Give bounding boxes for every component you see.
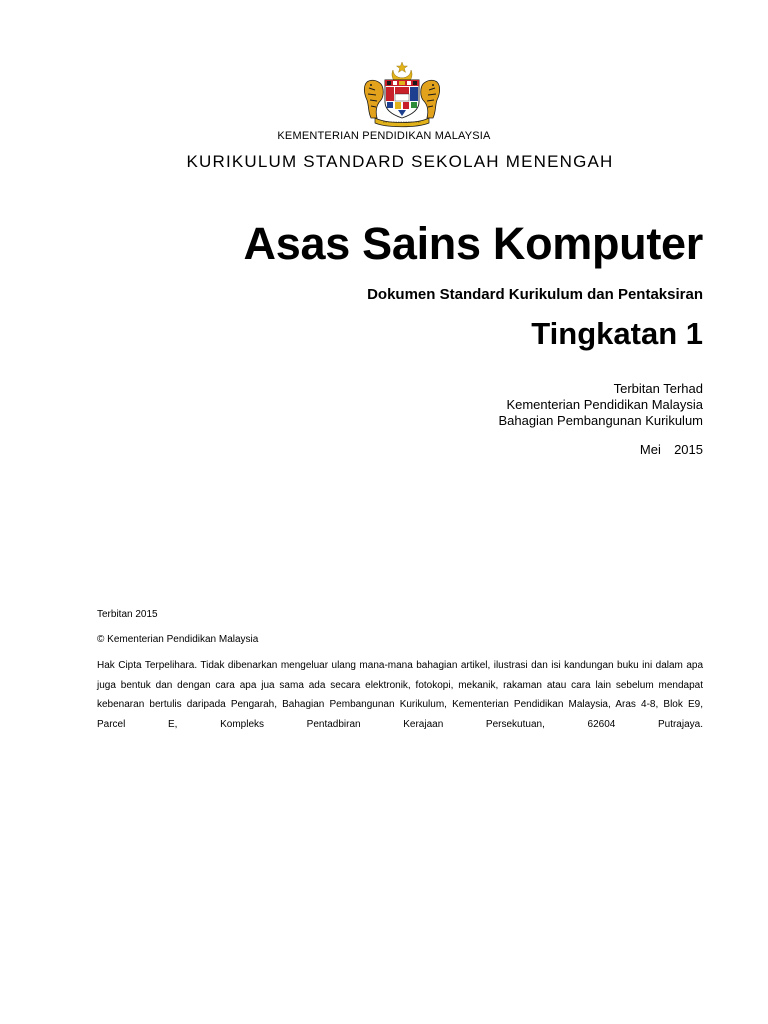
ministry-name: KEMENTERIAN PENDIDIKAN MALAYSIA [277,130,491,142]
curriculum-heading: KURIKULUM STANDARD SEKOLAH MENENGAH [186,152,614,171]
copyright-note: © Kementerian Pendidikan Malaysia [97,634,259,645]
edition-note: Terbitan 2015 [97,609,158,620]
document-title: Asas Sains Komputer [243,218,703,269]
publication-date: Mei 2015 [639,442,703,457]
publication-line: Terbitan Terhad [613,381,703,396]
document-subtitle: Dokumen Standard Kurikulum dan Pentaksiran [367,286,703,303]
rights-paragraph: Hak Cipta Terpelihara. Tidak dibenarkan mengeluar ulang mana-mana bahagian artikel, ilustrasi dan isi kandungan buku ini dalam apa juga bentuk dan dengan cara apa jua sama ada secara elektronik, fotokopi, mekanik, rakaman atau cara lain sebelum mendapat kebenaran bertulis daripada Pengarah, Bahagian Pembangunan Kurikulum, Kementerian Pendidikan Malaysia, Aras 4-8, Blok E9, Parcel E, Kompleks Pentadbiran Kerajaan Persekutuan, 62604 Putrajaya. [97,660,703,730]
form-level: Tingkatan 1 [531,316,703,351]
coat-of-arms-icon [357,60,447,128]
publication-line: Bahagian Pembangunan Kurikulum [498,413,703,428]
publication-info [498,381,703,429]
publication-line: Kementerian Pendidikan Malaysia [506,397,703,412]
